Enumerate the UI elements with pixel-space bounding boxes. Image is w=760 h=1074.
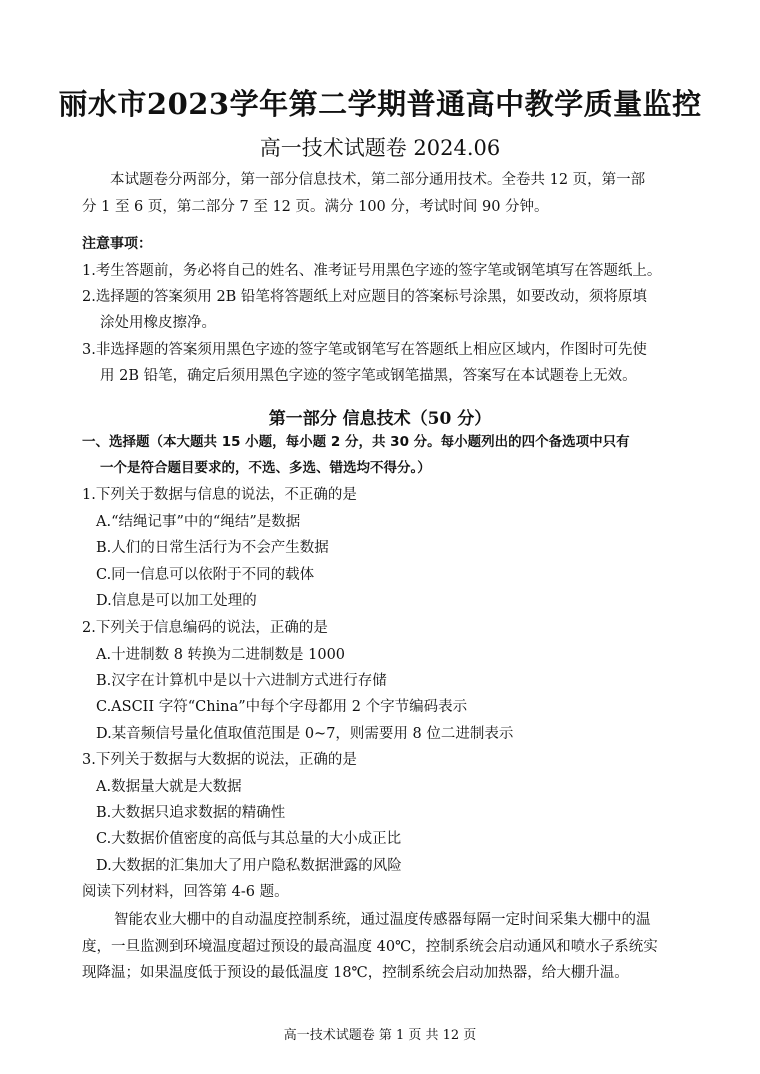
reading-line-1: 智能农业大棚中的自动温度控制系统，通过温度传感器每隔一定时间采集大棚中的温 xyxy=(114,912,651,928)
reading-line-3: 现降温；如果温度低于预设的最低温度 18℃，控制系统会启动加热器，给大棚升温。 xyxy=(82,965,629,981)
question-1-stem: 1.下列关于数据与信息的说法，不正确的是 xyxy=(82,487,357,503)
note-line-2: 2.选择题的答案须用 2B 铅笔将答题纸上对应题目的答案标号涂黑，如要改动，须将原填 xyxy=(82,289,647,305)
question-3-option-a: A.数据量大就是大数据 xyxy=(96,779,242,795)
reading-line-2: 度，一旦监测到环境温度超过预设的最高温度 40℃，控制系统会启动通风和喷水子系统实 xyxy=(82,939,658,955)
note-line-5: 用 2B 铅笔，确定后须用黑色字迹的签字笔或钢笔描黑，答案写在本试题卷上无效。 xyxy=(100,368,637,384)
page-subtitle: 高一技术试题卷 2024.06 xyxy=(259,136,501,160)
intro-line-2: 分 1 至 6 页，第二部分 7 至 12 页。满分 100 分，考试时间 90 分钟。 xyxy=(82,199,549,215)
page-title: 丽水市2023学年第二学期普通高中教学质量监控 xyxy=(58,87,702,121)
question-1-option-c: C.同一信息可以依附于不同的载体 xyxy=(96,567,315,583)
question-1-option-a: A.“结绳记事”中的“绳结”是数据 xyxy=(96,514,301,530)
question-1-option-b: B.人们的日常生活行为不会产生数据 xyxy=(96,540,329,556)
section-heading-line-1: 一、选择题（本大题共 15 小题，每小题 2 分，共 30 分。每小题列出的四个备选项中只有 xyxy=(82,434,630,450)
question-2-stem: 2.下列关于信息编码的说法，正确的是 xyxy=(82,620,328,636)
note-line-4: 3.非选择题的答案须用黑色字迹的签字笔或钢笔写在答题纸上相应区域内，作图时可先使 xyxy=(82,342,647,358)
reading-prompt: 阅读下列材料，回答第 4-6 题。 xyxy=(82,884,289,900)
note-line-1: 1.考生答题前，务必将自己的姓名、准考证号用黑色字迹的签字笔或钢笔填写在答题纸上。 xyxy=(82,263,662,279)
intro-line-1: 本试题卷分两部分，第一部分信息技术，第二部分通用技术。全卷共 12 页，第一部 xyxy=(110,172,646,188)
part-one-heading: 第一部分 信息技术（50 分） xyxy=(268,409,492,429)
notes-heading: 注意事项： xyxy=(82,236,152,252)
question-2-option-a: A.十进制数 8 转换为二进制数是 1000 xyxy=(96,647,346,663)
question-3-option-b: B.大数据只追求数据的精确性 xyxy=(96,805,286,821)
note-line-3: 涂处用橡皮擦净。 xyxy=(100,315,216,331)
section-heading-line-2: 一个是符合题目要求的，不选、多选、错选均不得分。） xyxy=(100,460,431,476)
question-2-option-c: C.ASCII 字符“China”中每个字母都用 2 个字节编码表示 xyxy=(96,699,468,715)
question-3-stem: 3.下列关于数据与大数据的说法，正确的是 xyxy=(82,752,357,768)
question-2-option-d: D.某音频信号量化值取值范围是 0~7，则需要用 8 位二进制表示 xyxy=(96,726,514,742)
question-1-option-d: D.信息是可以加工处理的 xyxy=(96,593,257,609)
question-3-option-c: C.大数据价值密度的高低与其总量的大小成正比 xyxy=(96,831,402,847)
question-3-option-d: D.大数据的汇集加大了用户隐私数据泄露的风险 xyxy=(96,858,402,874)
question-2-option-b: B.汉字在计算机中是以十六进制方式进行存储 xyxy=(96,673,387,689)
page-footer: 高一技术试题卷 第 1 页 共 12 页 xyxy=(283,1028,477,1043)
